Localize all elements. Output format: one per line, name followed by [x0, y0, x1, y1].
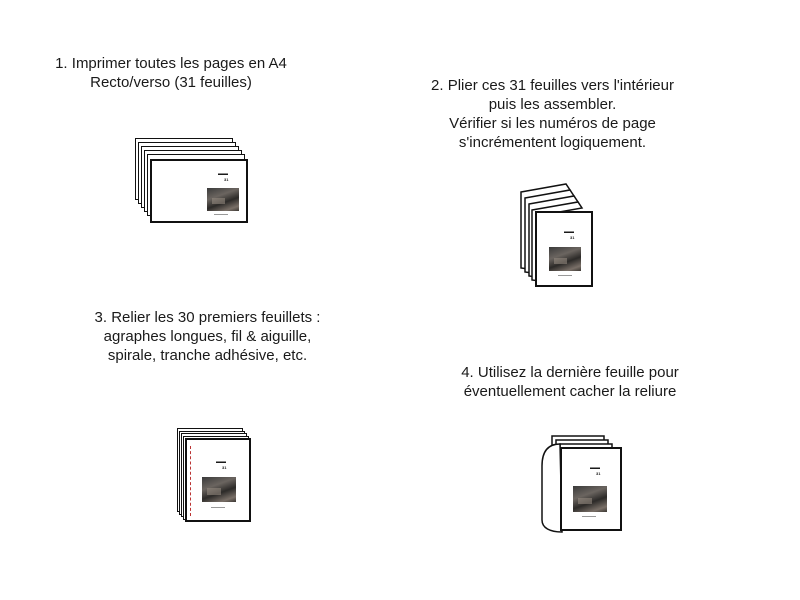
binding-stitch-line: [190, 446, 191, 516]
step-4-line-1: 4. Utilisez la dernière feuille pour: [461, 364, 679, 381]
step-3-line-1: 3. Relier les 30 premiers feuillets :: [94, 309, 321, 326]
step-2-line-1: 2. Plier ces 31 feuilles vers l'intérieur: [431, 77, 674, 94]
page-title-miniature: ▬▬ 31: [564, 229, 575, 240]
step-4-illustration: [538, 432, 624, 534]
page-caption-line: [582, 516, 596, 517]
step-2-line-2: puis les assembler.: [488, 96, 617, 113]
step-2-instructions: [410, 76, 695, 152]
page-title-miniature: ▬▬ 31: [590, 465, 601, 476]
page-photo-thumbnail: [207, 188, 239, 211]
front-sheet: [185, 438, 251, 522]
page-photo-thumbnail: [202, 477, 236, 502]
page-caption-line: [211, 507, 225, 508]
step-2-illustration: [518, 182, 596, 288]
step-2-line-4: s'incrémentent logiquement.: [458, 134, 647, 151]
page-caption-line: [214, 214, 228, 215]
step-1-instructions: [40, 54, 302, 92]
page-photo-thumbnail: [573, 486, 607, 512]
step-1-line-1: 1. Imprimer toutes les pages en A4: [55, 55, 287, 72]
front-sheet: [560, 447, 622, 531]
step-3-line-3: spirale, tranche adhésive, etc.: [107, 347, 308, 364]
step-2-line-3: Vérifier si les numéros de page: [449, 115, 656, 132]
step-3-instructions: [70, 308, 345, 365]
step-4-line-2: éventuellement cacher la reliure: [463, 383, 677, 400]
page-title-miniature: ▬▬ 31: [216, 459, 227, 470]
step-1-illustration: [135, 138, 250, 224]
step-1-line-2: Recto/verso (31 feuilles): [90, 74, 252, 91]
page-title-miniature: ▬▬ 31: [218, 171, 229, 182]
page-photo-thumbnail: [549, 247, 581, 271]
step-3-line-2: agraphes longues, fil & aiguille,: [103, 328, 312, 345]
step-4-instructions: [440, 363, 700, 401]
front-sheet: [150, 159, 248, 223]
page-caption-line: [558, 275, 572, 276]
step-3-illustration: [177, 428, 255, 524]
front-sheet: [535, 211, 593, 287]
